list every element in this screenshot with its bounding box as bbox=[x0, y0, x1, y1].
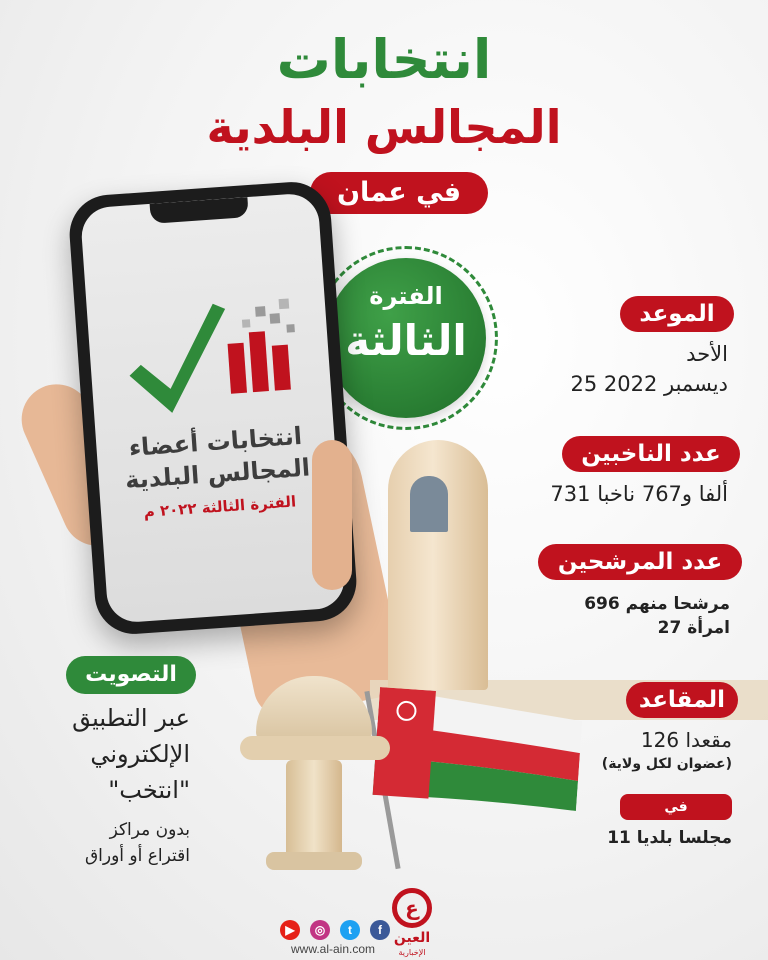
title-line-2: المجالس البلدية bbox=[206, 100, 562, 154]
shaarek-logo-icon bbox=[114, 283, 313, 436]
voting-line-4: بدون مراكز bbox=[109, 820, 190, 840]
phone-notch bbox=[150, 197, 249, 224]
voting-line-2: الإلكتروني bbox=[90, 740, 190, 768]
voting-line-3: "انتخب" bbox=[108, 776, 190, 804]
instagram-icon[interactable]: ◎ bbox=[310, 920, 330, 940]
social-links bbox=[280, 920, 390, 940]
burner-tray bbox=[240, 736, 390, 760]
period-label: الفترة bbox=[369, 282, 443, 310]
youtube-icon[interactable]: ▶ bbox=[280, 920, 300, 940]
hand-fingers bbox=[312, 440, 352, 590]
phone-line-2: المجالس البلدية bbox=[124, 453, 311, 495]
voters-count: 731 ألفا و767 ناخبا bbox=[550, 482, 728, 506]
date-label: الموعد bbox=[620, 296, 734, 332]
seats-note: (عضوان لكل ولاية) bbox=[601, 756, 732, 772]
seats-label: المقاعد bbox=[626, 682, 738, 718]
phone-line-3: الفترة الثالثة ٢٠٢٢ م bbox=[143, 492, 297, 522]
period-value: الثالثة bbox=[345, 316, 467, 365]
voters-label: عدد الناخبين bbox=[562, 436, 740, 472]
logo-subtitle: الإخبارية bbox=[398, 948, 426, 957]
date-full: 25 ديسمبر 2022 bbox=[570, 372, 728, 396]
site-url[interactable]: www.al-ain.com bbox=[290, 942, 376, 956]
title-badge: في عمان bbox=[310, 172, 488, 214]
voting-label: التصويت bbox=[66, 656, 196, 694]
facebook-icon[interactable]: f bbox=[370, 920, 390, 940]
twitter-icon[interactable]: t bbox=[340, 920, 360, 940]
period-circle bbox=[326, 258, 486, 418]
al-ain-logo-icon: ع bbox=[392, 888, 432, 928]
candidates-line-2: 27 امرأة bbox=[657, 618, 730, 638]
candidates-label: عدد المرشحين bbox=[538, 544, 742, 580]
phone-line-1: انتخابات أعضاء bbox=[127, 421, 303, 462]
phone-screen bbox=[80, 192, 346, 624]
burner-foot bbox=[266, 852, 362, 870]
date-day: الأحد bbox=[686, 342, 728, 366]
candidates-line-1: 696 مرشحا منهم bbox=[584, 594, 730, 614]
logo-text: العين bbox=[393, 930, 431, 946]
councils-label: في bbox=[620, 794, 732, 820]
voting-line-1: عبر التطبيق bbox=[72, 704, 190, 732]
burner-stem bbox=[286, 760, 342, 860]
tower-window bbox=[410, 476, 448, 532]
title-line-1: انتخابات bbox=[276, 28, 492, 91]
councils-count: 11 مجلسا بلديا bbox=[607, 828, 732, 848]
voting-line-5: اقتراع أو أوراق bbox=[84, 846, 190, 866]
seats-count: 126 مقعدا bbox=[640, 728, 732, 752]
